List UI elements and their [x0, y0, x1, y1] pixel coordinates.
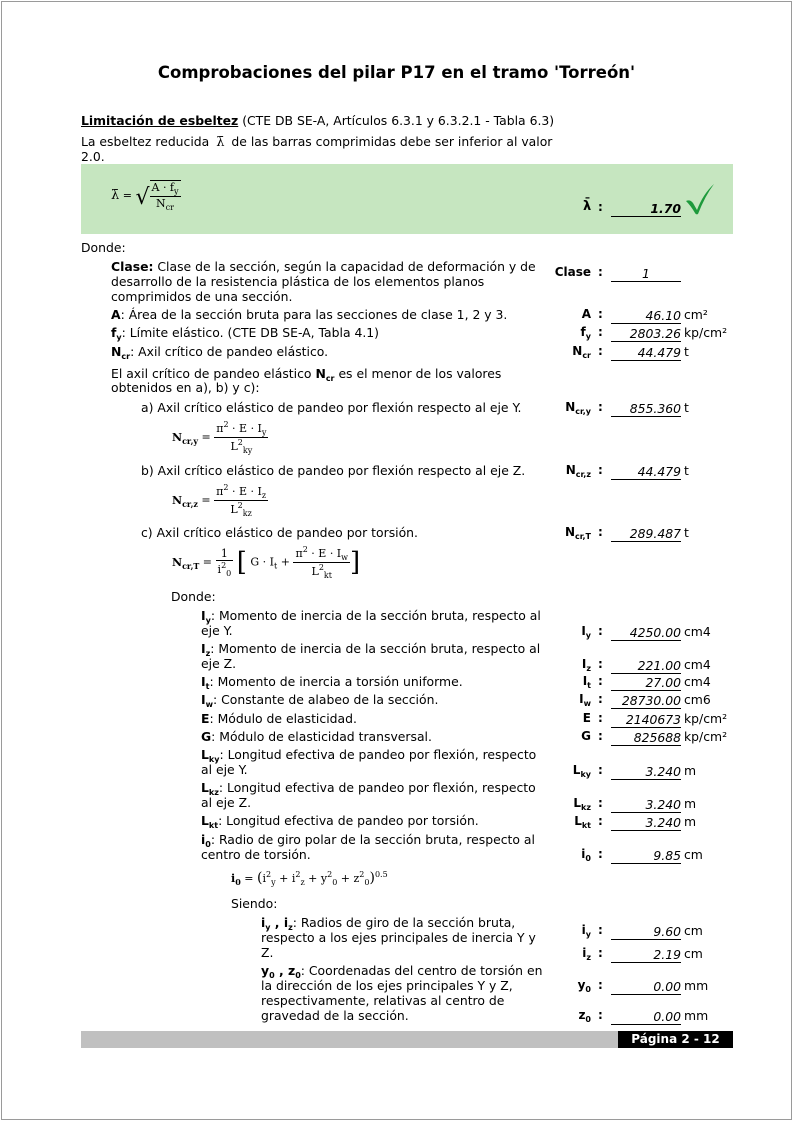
- NcrT-value: 289.487: [611, 527, 681, 542]
- Lkt-label: $L_{kt}$: [574, 814, 591, 830]
- Iy-unit: cm4: [684, 624, 711, 639]
- A-desc: [111, 307, 507, 322]
- i0-value: 9.85: [611, 849, 681, 864]
- case-c-text: c) Axil crítico elástico de pandeo por torsión.: [141, 525, 418, 540]
- Ncrz-label: $N_{cr,z}$: [565, 463, 591, 479]
- Ncr-colon: :: [598, 344, 603, 358]
- intro-text-1: [81, 134, 552, 150]
- Ncry-unit: t: [684, 400, 689, 415]
- iy-colon: :: [598, 923, 603, 937]
- A-label: A: [581, 307, 591, 321]
- i0-desc-2: centro de torsión.: [201, 847, 311, 862]
- NcrT-label: $N_{cr,T}$: [564, 525, 591, 541]
- Lky-desc-2: al eje Y.: [201, 762, 248, 777]
- clase-desc-1: [111, 259, 536, 274]
- Iz-desc-2: eje Z.: [201, 656, 237, 671]
- A-name: A: [111, 307, 121, 322]
- fy-label: $f_y$: [580, 325, 591, 341]
- Lky-colon: :: [598, 763, 603, 777]
- fy-name: f: [111, 325, 117, 340]
- i0-label: $i_0$: [581, 847, 591, 863]
- Iz-label: $I_z$: [581, 657, 591, 673]
- Iw-unit: cm6: [684, 692, 711, 707]
- y0-value: 0.00: [611, 980, 681, 995]
- section-heading: Limitación de esbeltez: [81, 113, 239, 128]
- Ncry-value: 855.360: [611, 402, 681, 417]
- It-unit: cm4: [684, 674, 711, 689]
- Lkt-value: 3.240: [611, 816, 681, 831]
- fy-value: 2803.26: [611, 327, 681, 342]
- NcrT-colon: :: [598, 525, 603, 539]
- Iz-colon: :: [598, 657, 603, 671]
- iy-value: 9.60: [611, 925, 681, 940]
- Lkt-desc: $L_{kt}$: Longitud efectiva de pandeo por torsión.: [201, 813, 479, 830]
- i0-unit: cm: [684, 847, 703, 862]
- Ncr-value: 44.479: [611, 346, 681, 361]
- siendo-label: Siendo:: [231, 896, 278, 911]
- donde-label: Donde:: [81, 240, 126, 255]
- y0z0-desc-3: respectivamente, relativas al centro de: [261, 993, 505, 1008]
- Lkz-desc-1: $L_{kz}$: Longitud efectiva de pandeo por flexión, respecto: [201, 780, 536, 797]
- fy-colon: :: [598, 325, 603, 339]
- Iz-unit: cm4: [684, 657, 711, 672]
- It-desc: $I_t$: Momento de inercia a torsión uniforme.: [201, 674, 463, 691]
- Iz-desc-1: $I_z$: Momento de inercia de la sección bruta, respecto al: [201, 641, 541, 658]
- G-desc: G: Módulo de elasticidad transversal.: [201, 729, 432, 744]
- y0z0-desc-1: $y_0$ , $z_0$: Coordenadas del centro de torsión en: [261, 963, 543, 980]
- It-label: $I_t$: [582, 674, 591, 690]
- Ncrz-formula: $N_{cr,z}$ = $\frac{\pi^2 \cdot E \cdot I_z}{L^2_{kz}}$: [172, 483, 267, 518]
- Iy-desc-1: $I_y$: Momento de inercia de la sección bruta, respecto al: [201, 608, 541, 625]
- G-value: 825688: [611, 731, 681, 746]
- check-icon: [684, 182, 716, 220]
- A-colon: :: [598, 307, 603, 321]
- Iy-label: $I_y$: [581, 624, 591, 640]
- Lky-value: 3.240: [611, 765, 681, 780]
- G-colon: :: [598, 729, 603, 743]
- clase-desc-2: desarrollo de la resistencia plástica de los elementos planos: [111, 274, 485, 289]
- G-label: G: [581, 729, 591, 743]
- y0-colon: :: [598, 978, 603, 992]
- Lkz-desc-2: al eje Z.: [201, 795, 252, 810]
- Iy-colon: :: [598, 624, 603, 638]
- clase-desc-3: comprimidos de una sección.: [111, 289, 293, 304]
- ncr-intro-2: obtenidos en a), b) y c):: [111, 380, 260, 395]
- check-colon: :: [598, 200, 603, 214]
- intro-text-1a: La esbeltez reducida: [81, 134, 210, 149]
- Lky-desc-1: $L_{ky}$: Longitud efectiva de pandeo por flexión, respecto: [201, 747, 537, 764]
- Ncrz-colon: :: [598, 463, 603, 477]
- A-value: 46.10: [611, 309, 681, 324]
- fy-desc-text: : Límite elástico. (CTE DB SE-A, Tabla 4.1): [121, 325, 380, 340]
- Ncry-formula: $N_{cr,y}$ = $\frac{\pi^2 \cdot E \cdot I_y}{L^2_{ky}}$: [172, 420, 267, 455]
- E-colon: :: [598, 711, 603, 725]
- It-value: 27.00: [611, 676, 681, 691]
- Iw-label: $I_w$: [579, 692, 591, 708]
- E-desc: E: Módulo de elasticidad.: [201, 711, 357, 726]
- E-unit: kp/cm²: [684, 711, 728, 726]
- It-colon: :: [598, 674, 603, 688]
- NcrT-formula: $N_{cr,T}$ = $\frac{1}{i^2_0}$ [ $G \cdot I_t$ + $\frac{\pi^2 \cdot E \cdot I_w}{L^2_{kt}}$ ]: [172, 545, 361, 580]
- Lkz-unit: m: [684, 796, 697, 811]
- fy-sub: y: [116, 333, 122, 342]
- intro-text-2: 2.0.: [81, 149, 105, 164]
- i0-formula: $i_0 = (i^2_y + i^2_z + y^2_0 + z^2_0)^{0.5}$: [231, 870, 388, 887]
- iz-value: 2.19: [611, 948, 681, 963]
- y0z0-desc-4: gravedad de la sección.: [261, 1008, 409, 1023]
- donde2-label: Donde:: [171, 589, 216, 604]
- section-heading-line: [81, 113, 554, 128]
- y0-label: $y_0$: [577, 978, 591, 994]
- Lkz-colon: :: [598, 796, 603, 810]
- clase-name: Clase:: [111, 259, 154, 274]
- Ncry-label: $N_{cr,y}$: [565, 400, 591, 416]
- iy-label: $i_y$: [581, 923, 591, 939]
- Lkt-colon: :: [598, 814, 603, 828]
- footer-bar: [81, 1031, 618, 1048]
- i0-colon: :: [598, 847, 603, 861]
- A-desc-text: : Área de la sección bruta para las secciones de clase 1, 2 y 3.: [120, 307, 508, 322]
- Ncrz-value: 44.479: [611, 465, 681, 480]
- y0z0-desc-2: la dirección de los ejes principales Y y Z,: [261, 978, 513, 993]
- y0-unit: mm: [684, 978, 709, 993]
- section-reference: (CTE DB SE-A, Artículos 6.3.1 y 6.3.2.1 - Tabla 6.3): [238, 113, 555, 128]
- iyiz-desc-2: respecto a los ejes principales de inercia Y y: [261, 930, 536, 945]
- Ncrz-unit: t: [684, 463, 689, 478]
- Ncry-colon: :: [598, 400, 603, 414]
- fy-unit: kp/cm²: [684, 325, 728, 340]
- Iy-desc-2: eje Y.: [201, 623, 233, 638]
- clase-label: Clase: [554, 265, 591, 279]
- lambda-symbol: λ̄: [216, 135, 225, 150]
- z0-value: 0.00: [611, 1010, 681, 1025]
- Lky-unit: m: [684, 763, 697, 778]
- E-label: E: [582, 711, 591, 725]
- lambda-formula: λ̄ = √ $\frac{A \cdot f_y}{N_{cr}}$: [111, 181, 179, 212]
- Ncr-unit: t: [684, 344, 689, 359]
- Lkt-unit: m: [684, 814, 697, 829]
- Iw-desc: $I_w$: Constante de alabeo de la sección.: [201, 692, 439, 709]
- iy-unit: cm: [684, 923, 703, 938]
- clase-desc-1-text: Clase de la sección, según la capacidad de deformación y de: [153, 259, 536, 274]
- iyiz-desc-3: Z.: [261, 945, 274, 960]
- case-a-text: a) Axil crítico elástico de pandeo por flexión respecto al eje Y.: [141, 400, 522, 415]
- iz-unit: cm: [684, 946, 703, 961]
- iz-colon: :: [598, 946, 603, 960]
- clase-colon: :: [598, 265, 603, 279]
- E-value: 2140673: [611, 713, 681, 728]
- Iz-value: 221.00: [611, 659, 681, 674]
- check-value: 1.70: [611, 202, 681, 217]
- Lkz-value: 3.240: [611, 798, 681, 813]
- clase-value: 1: [611, 267, 681, 282]
- Ncr-desc: $N_{cr}$: Axil crítico de pandeo elástico.: [111, 344, 329, 361]
- Iy-value: 4250.00: [611, 626, 681, 641]
- check-symbol: λ̄: [583, 199, 592, 214]
- A-unit: cm²: [684, 307, 708, 322]
- z0-colon: :: [598, 1008, 603, 1022]
- intro-text-1b: de las barras comprimidas debe ser inferior al valor: [231, 134, 553, 149]
- ncr-intro-1: El axil crítico de pandeo elástico $N_{cr}$ es el menor de los valores: [111, 366, 502, 383]
- iyiz-desc-1: $i_y$ , $i_z$: Radios de giro de la sección bruta,: [261, 915, 516, 932]
- z0-unit: mm: [684, 1008, 709, 1023]
- page-number: Página 2 - 12: [618, 1031, 733, 1048]
- z0-label: $z_0$: [578, 1008, 591, 1024]
- Ncr-label: $N_{cr}$: [572, 344, 591, 360]
- page-title: Comprobaciones del pilar P17 en el tramo 'Torreón': [157, 63, 636, 82]
- case-b-text: b) Axil crítico elástico de pandeo por flexión respecto al eje Z.: [141, 463, 526, 478]
- NcrT-unit: t: [684, 525, 689, 540]
- Lkz-label: $L_{kz}$: [573, 796, 591, 812]
- Iw-colon: :: [598, 692, 603, 706]
- G-unit: kp/cm²: [684, 729, 728, 744]
- Iw-value: 28730.00: [611, 694, 681, 709]
- iz-label: $i_z$: [582, 946, 591, 962]
- fy-desc: [111, 325, 379, 345]
- Lky-label: $L_{ky}$: [572, 763, 591, 779]
- i0-desc-1: $i_0$: Radio de giro polar de la sección bruta, respecto al: [201, 832, 535, 849]
